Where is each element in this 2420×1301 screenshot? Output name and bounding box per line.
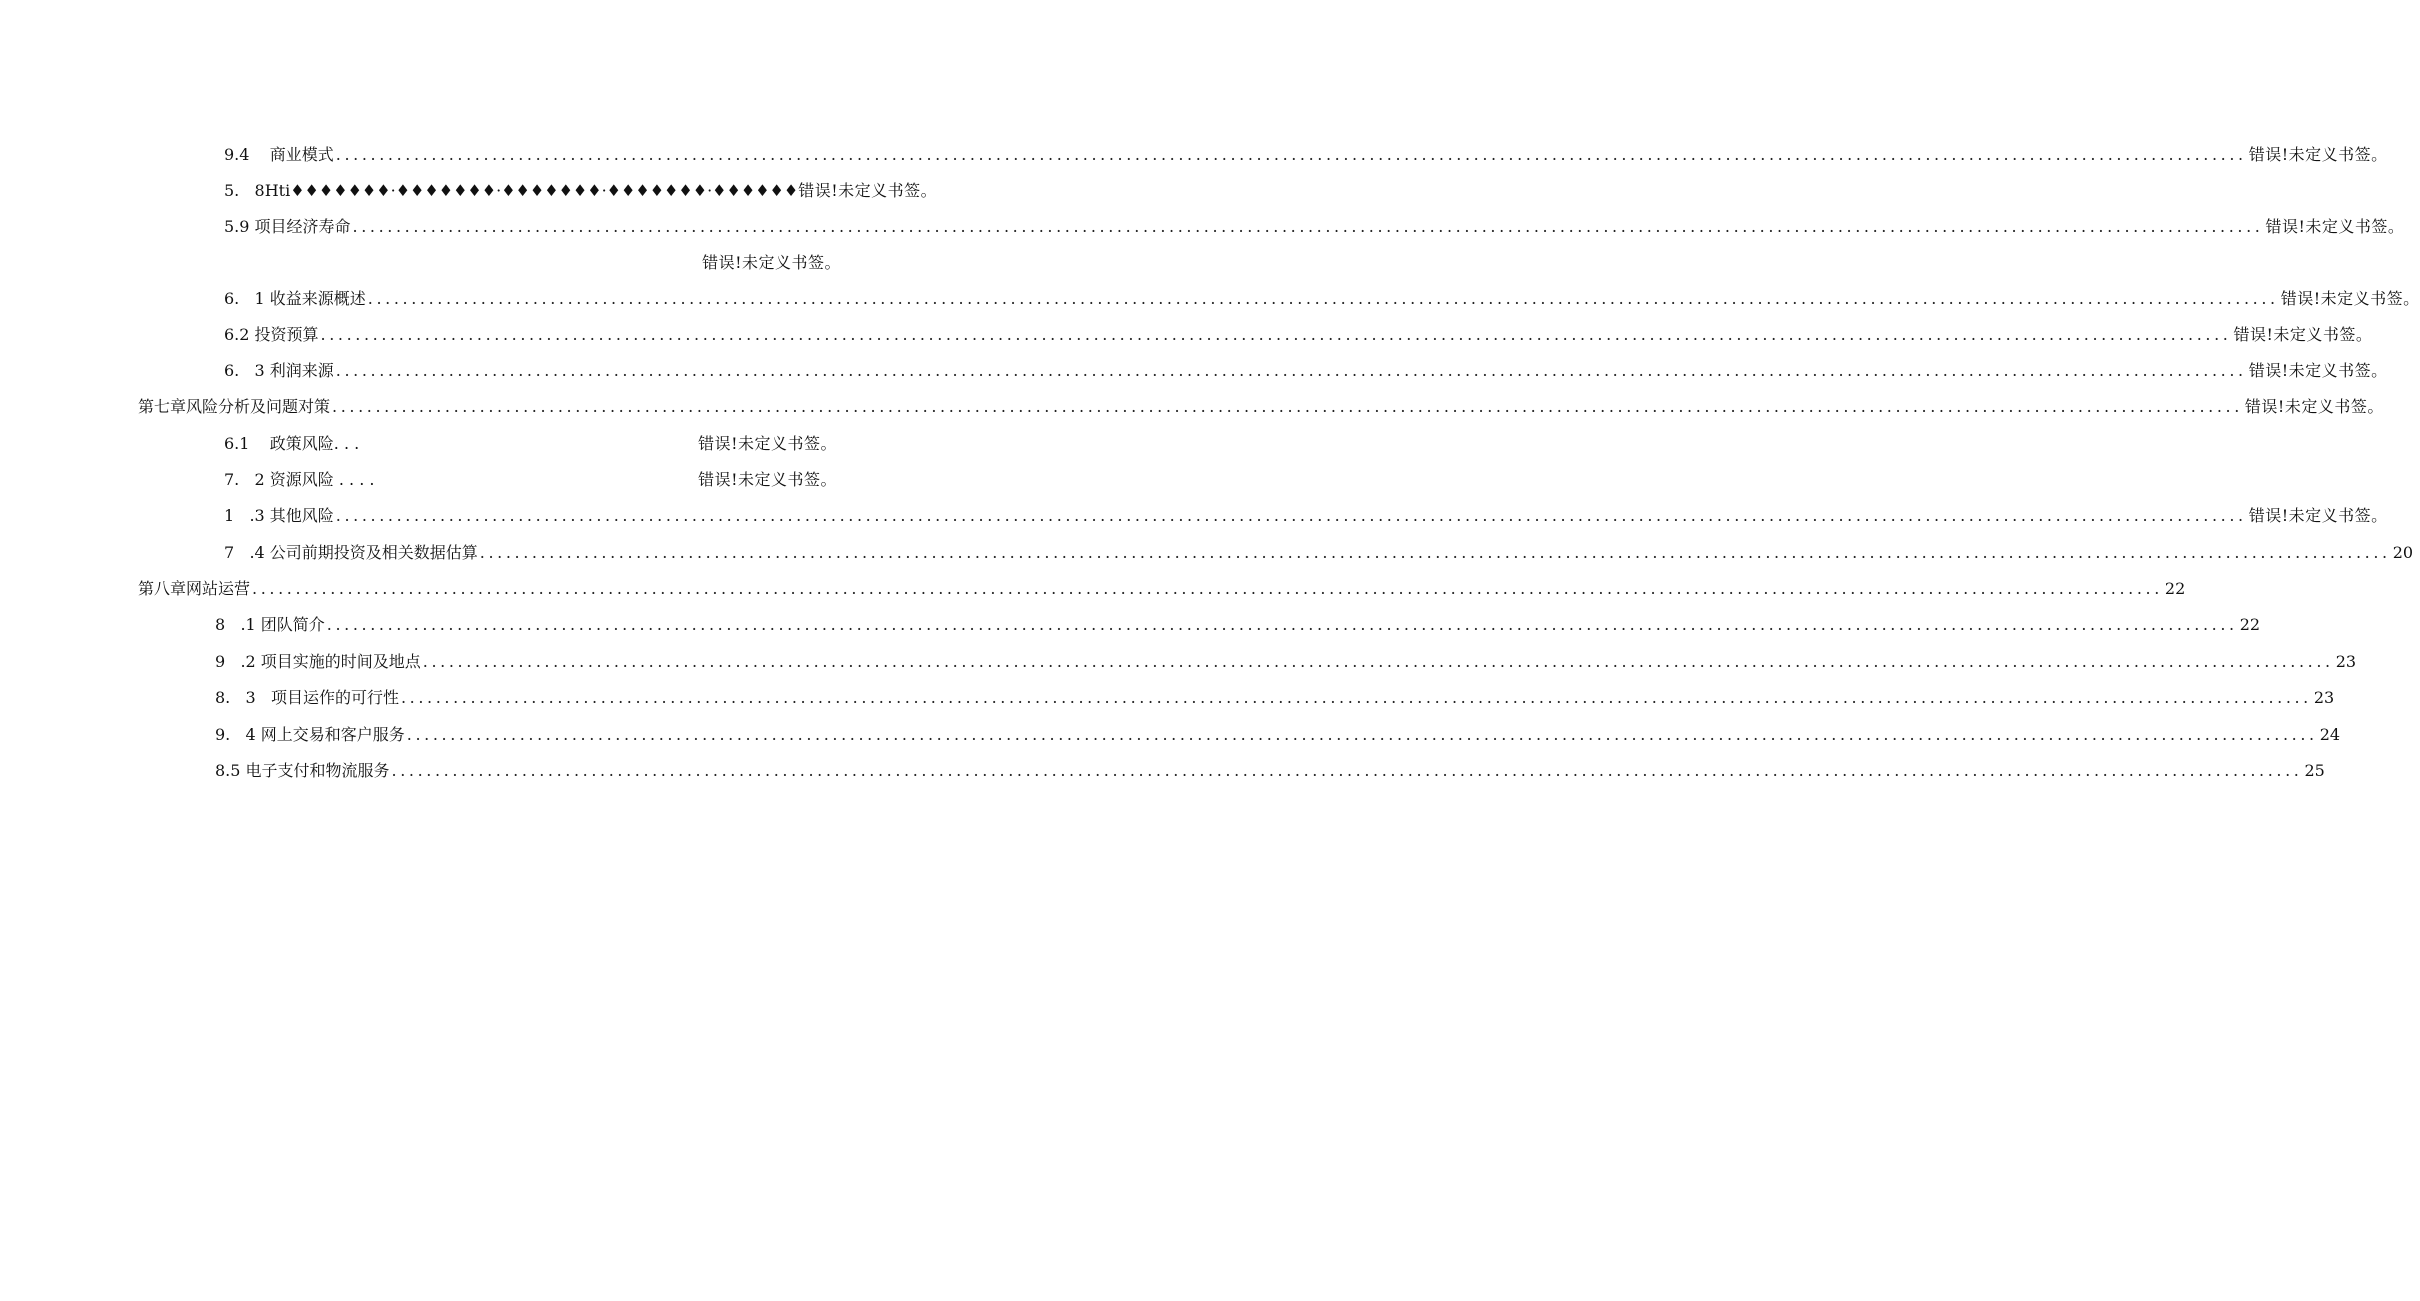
toc-page-number: 20 (2392, 543, 2414, 562)
toc-page-number: 23 (2335, 652, 2357, 671)
toc-entry-title: 9 .2 项目实施的时间及地点 (215, 652, 421, 671)
toc-entry[interactable] (215, 722, 2341, 748)
toc-dot-leader: ............................................................................................................................................................................................................................ (391, 761, 2303, 780)
toc-entry-title: 1 .3 其他风险 (224, 506, 334, 525)
toc-page-number: 错误!未定义书签。 (798, 181, 938, 200)
toc-dot-leader: ............................................................................................................................................................................................................................ (326, 615, 2238, 634)
toc-entry[interactable] (138, 576, 2186, 602)
toc-entry-title: 5. 8Hti♦♦♦♦♦♦♦·♦♦♦♦♦♦♦·♦♦♦♦♦♦♦·♦♦♦♦♦♦♦·♦♦♦♦♦♦ (224, 181, 799, 200)
toc-entry[interactable] (224, 540, 2414, 566)
toc-page-number: 23 (2313, 688, 2335, 707)
toc-page-number: 24 (2319, 725, 2341, 744)
toc-entry[interactable] (215, 649, 2357, 675)
toc-entry-title: 8.5 电子支付和物流服务 (215, 761, 390, 780)
toc-entry[interactable] (224, 142, 2388, 168)
toc-entry-title: 9.4 商业模式 (224, 145, 334, 164)
toc-entry-title: 6. 3 利润来源 (224, 361, 334, 380)
toc-entry[interactable] (224, 431, 837, 457)
toc-entry-title: 8 .1 团队简介 (215, 615, 325, 634)
toc-page-number: 错误!未定义书签。 (698, 434, 837, 453)
toc-entry-title: 9. 4 网上交易和客户服务 (215, 725, 405, 744)
toc-entry-title: 第八章网站运营 (138, 579, 251, 598)
toc-entry[interactable] (224, 358, 2388, 384)
toc-entry-title: 7. 2 资源风险 . . . . (224, 470, 375, 489)
toc-entry[interactable] (224, 503, 2388, 529)
toc-page-number: 错误!未定义书签。 (2265, 217, 2405, 236)
toc-page-number: 错误!未定义书签。 (702, 253, 841, 272)
toc-dot-leader: ............................................................................................................................................................................................................................ (367, 289, 2279, 308)
toc-page-number: 25 (2304, 761, 2325, 780)
toc-entry[interactable] (215, 612, 2261, 638)
toc-page-number: 错误!未定义书签。 (2248, 506, 2388, 525)
toc-dot-leader: ............................................................................................................................................................................................................................ (335, 361, 2247, 380)
toc-dot-leader: ............................................................................................................................................................................................................................ (335, 506, 2247, 525)
toc-page-number: 错误!未定义书签。 (2244, 397, 2384, 416)
toc-entry[interactable] (215, 685, 2335, 711)
toc-page-number: 错误!未定义书签。 (2233, 325, 2373, 344)
toc-entry-title: 5.9 项目经济寿命 (224, 217, 351, 236)
toc-entry[interactable] (224, 322, 2373, 348)
toc-page-number: 22 (2239, 615, 2261, 634)
toc-dot-leader: ............................................................................................................................................................................................................................ (479, 543, 2391, 562)
toc-entry-title: 6. 1 收益来源概述 (224, 289, 366, 308)
toc-entry-title: 第七章风险分析及问题对策 (138, 397, 331, 416)
toc-page-number: 22 (2164, 579, 2186, 598)
toc-entry-title: 7 .4 公司前期投资及相关数据估算 (224, 543, 478, 562)
toc-entry[interactable] (215, 758, 2325, 784)
toc-entry-title: 6.2 投资预算 (224, 325, 319, 344)
toc-page-number: 错误!未定义书签。 (698, 470, 837, 489)
toc-page-number: 错误!未定义书签。 (2248, 361, 2388, 380)
toc-entry[interactable] (138, 394, 2384, 420)
toc-entry[interactable] (224, 178, 938, 204)
toc-dot-leader: ............................................................................................................................................................................................................................ (406, 725, 2318, 744)
toc-entry-title: 6.1 政策风险. . . (224, 434, 360, 453)
toc-dot-leader: ............................................................................................................................................................................................................................ (332, 397, 2243, 416)
toc-page-number: 错误!未定义书签。 (2280, 289, 2420, 308)
toc-dot-leader: ............................................................................................................................................................................................................................ (422, 652, 2334, 671)
toc-entry[interactable] (224, 214, 2405, 240)
toc-dot-leader: ............................................................................................................................................................................................................................ (252, 579, 2163, 598)
toc-dot-leader: ............................................................................................................................................................................................................................ (335, 145, 2247, 164)
toc-page-number: 错误!未定义书签。 (2248, 145, 2388, 164)
toc-entry[interactable] (224, 467, 837, 493)
toc-dot-leader: ............................................................................................................................................................................................................................ (352, 217, 2264, 236)
toc-dot-leader: ............................................................................................................................................................................................................................ (320, 325, 2232, 344)
toc-entry[interactable] (224, 286, 2420, 312)
toc-dot-leader: ............................................................................................................................................................................................................................ (400, 688, 2312, 707)
toc-entry-title: 8. 3 项目运作的可行性 (215, 688, 399, 707)
toc-entry[interactable] (700, 250, 841, 276)
